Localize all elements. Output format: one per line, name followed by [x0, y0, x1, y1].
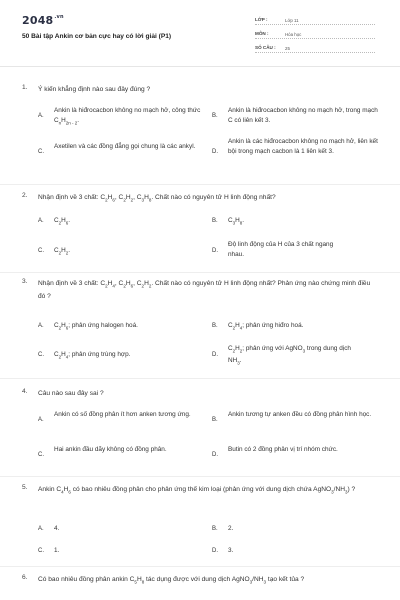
divider	[0, 184, 400, 185]
document-header: $2048^{.vn}$ 50 Bài tập Ankin cơ bản cực hay có lời giải (P1) LỚP : Lớp 11 MÔN : Hóa học SỐ CÂU : 25	[0, 0, 400, 70]
divider	[0, 566, 400, 567]
header-divider	[0, 66, 400, 67]
document-title: 50 Bài tập Ankin cơ bản cực hay có lời giải (P1)	[22, 33, 172, 40]
document-page: $2048^{.vn}$ 50 Bài tập Ankin cơ bản cực hay có lời giải (P1) LỚP : Lớp 11 MÔN : Hóa học SỐ CÂU : 25 1. Ý kiến khẳng định nào sau đây đúng ? A. Ankin là hiđrocacbon không no mạch hở, công thức $C_nH_{2n - 2}$. B. Ankin là hiđrocacbon không no mạch hở, trong mạch C có liên kết 3. C. Axetilen và các đồng đẳng gọi chung là các ankyl. D. Ankin là các hiđrocacbon không no mạch hở, liên kết bội trong mạch cacbon là 1 liên kết 3. 2. Nhận định về 3 chất: $C_2H_6$, $C_2H_2$, $C_3H_8$. Chất nào có nguyên tử H linh động nhất? A. $C_2H_6$. B. $C_3H_8$. C. $C_2H_2$. D. Độ linh động của H của 3 chất ngang nhau. 3. Nhận định về 3 chất: $C_2H_4$, $C_2H_6$, $C_2H_2$. Chất nào có nguyên tử H linh động nhất? Phản ứng nào chứng minh điều đó ? A. $C_2H_6$; phản ứng halogen hoá. B. $C_2H_4$; phản ứng hiđro hoá. C. $C_2H_4$; phản ứng trùng hợp. D. $C_2H_2$; phản ứng với AgNO$_3$ trong dung dịch $NH_3$. 4. Câu nào sau đây sai ? A. Ankin có số đồng phân ít hơn anken tương ứng. B. Ankin tương tự anken đều có đồng phân hình học. C. Hai ankin đầu dãy không có đồng phân. D. Butin có 2 đồng phân vị trí nhóm chức. 5. Ankin $C_4H_6$ có bao nhiêu đồng phân cho phản ứng thế kim loại (phản ứng với dung dịch chứa $AgNO_3/NH_3$) ? A. 4. B. 2. C. 1. D. 3. 6. Có bao nhiêu đồng phân ankin $C_5H_8$ tác dụng được với dung dịch $AgNO_3/NH_3$ tạo kết tủa ?	[0, 0, 400, 600]
divider	[0, 272, 400, 273]
divider	[0, 378, 400, 379]
site-logo[interactable]: $2048^{.vn}$	[22, 14, 64, 27]
divider	[0, 476, 400, 477]
